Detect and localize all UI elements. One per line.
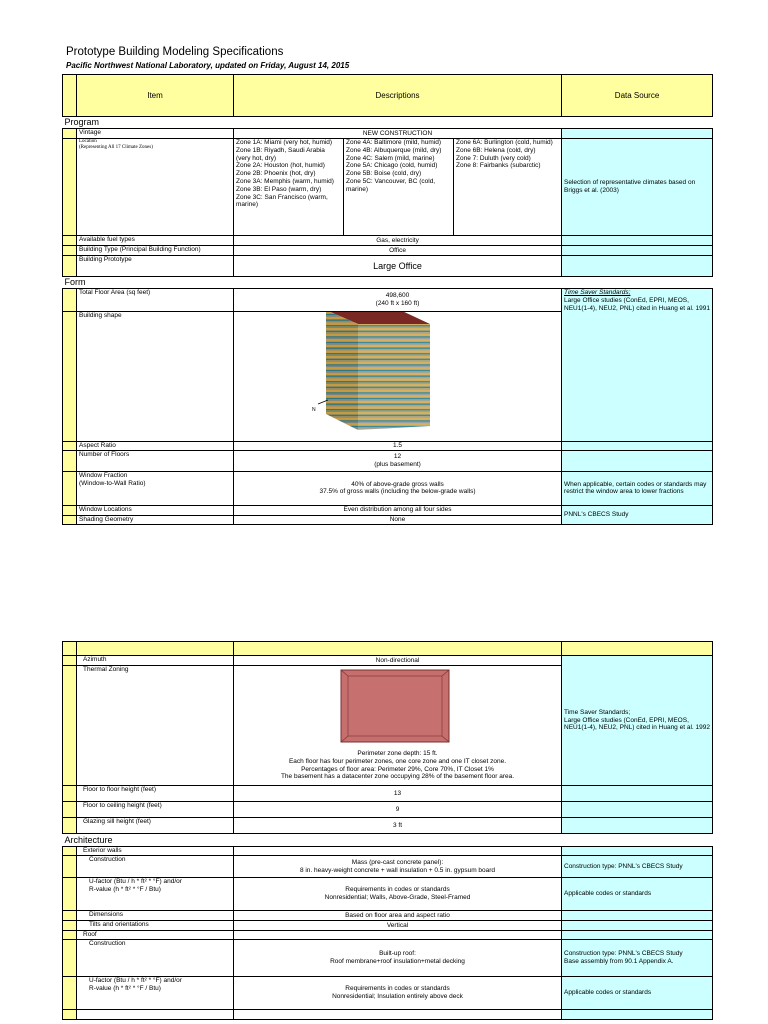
window-locations-label: Window Locations <box>77 505 234 515</box>
building-type-label: Building Type (Principal Building Function) <box>77 246 234 256</box>
sill-label: Glazing sill height (feet) <box>77 818 234 834</box>
dimensions-value: Based on floor area and aspect ratio <box>234 911 562 921</box>
north-label: N <box>312 407 316 413</box>
floor-area-source: Time Saver Standards; Large Office studies (ConEd, EPRI, MEOS, NEU1(1-4), NEU2, PNL) cited in Huang et al. 1991 <box>562 289 713 442</box>
f2c-label: Floor to ceiling height (feet) <box>77 802 234 818</box>
vintage-label: Vintage <box>77 129 234 139</box>
floors-label: Number of Floors <box>77 450 234 471</box>
tilts-value: Vertical <box>234 921 562 931</box>
wall-ufactor-label: U-factor (Btu / h * ft² * °F) and/or R-value (h * ft² * °F / Btu) <box>77 878 234 911</box>
f2f-label: Floor to floor height (feet) <box>77 786 234 802</box>
window-fraction-source: When applicable, certain codes or standards may restrict the window area to lower fractions <box>562 471 713 505</box>
shading-label: Shading Geometry <box>77 515 234 524</box>
exterior-walls-label: Exterior walls <box>77 847 234 856</box>
thermal-zoning-diagram <box>234 666 558 750</box>
window-locations-source: PNNL's CBECS Study <box>562 505 713 524</box>
dimensions-label: Dimensions <box>77 911 234 921</box>
window-fraction-label: Window Fraction (Window-to-Wall Ratio) <box>77 471 234 505</box>
prototype-value: Large Office <box>234 256 562 277</box>
floor-area-label: Total Floor Area (sq feet) <box>77 289 234 312</box>
building-type-value: Office <box>234 246 562 256</box>
window-locations-value: Even distribution among all four sides <box>234 505 562 515</box>
section-form: Form <box>63 277 713 289</box>
thermal-source: Time Saver Standards; Large Office studies (ConEd, EPRI, MEOS, NEU1(1-4), NEU2, PNL) cited in Huang et al. 1992 <box>562 656 713 786</box>
core-zone <box>348 676 442 736</box>
roof-ufactor-label: U-factor (Btu / h * ft² * °F) and/or R-value (h * ft² * °F / Btu) <box>77 977 234 1010</box>
header-row <box>63 75 713 117</box>
wall-ufactor-source: Applicable codes or standards <box>562 878 713 911</box>
building-shape-label: Building shape <box>77 312 234 442</box>
azimuth-label: Azimuth <box>77 656 234 666</box>
aspect-value: 1.5 <box>234 441 562 450</box>
building-shape-image <box>234 312 562 442</box>
header-item: Item <box>77 75 234 117</box>
roof-ufactor-value: Requirements in codes or standards Nonresidential; Insulation entirely above deck <box>234 977 562 1010</box>
wall-construction-label: Construction <box>77 856 234 878</box>
prototype-label: Building Prototype <box>77 256 234 277</box>
wall-construction-source: Construction type: PNNL's CBECS Study <box>562 856 713 878</box>
location-label: Location (Representing All 17 Climate Zones) <box>77 139 234 236</box>
section-program: Program <box>63 117 713 129</box>
section-architecture: Architecture <box>63 834 713 847</box>
window-fraction-value: 40% of above-grade gross walls 37.5% of gross walls (including the below-grade walls) <box>234 471 562 505</box>
tilts-label: Tilts and orientations <box>77 921 234 931</box>
floor-area-value: 498,600 (240 ft x 160 ft) <box>234 289 562 312</box>
spec-table-page1 <box>62 74 713 525</box>
f2c-value: 9 <box>234 802 562 818</box>
thermal-zoning-label: Thermal Zoning <box>77 666 234 786</box>
thermal-zoning-desc: Perimeter zone depth: 15 ft. Each floor has four perimeter zones, one core zone and one IT closet zone. Percentages of floor area: Perimeter 29%, Core 70%, IT Closet 1% The basement has a datacenter zone occupying 28% of the basement floor area. <box>234 666 562 786</box>
floors-value: 12 (plus basement) <box>234 450 562 471</box>
header-data-source: Data Source <box>562 75 713 117</box>
roof-construction-label: Construction <box>77 940 234 977</box>
location-source: Selection of representative climates based on Briggs et al. (2003) <box>562 139 713 236</box>
vintage-value: NEW CONSTRUCTION <box>234 129 562 139</box>
aspect-label: Aspect Ratio <box>77 441 234 450</box>
azimuth-value: Non-directional <box>234 656 562 666</box>
location-zones-col2: Zone 4A: Baltimore (mild, humid) Zone 4B: Albuquerque (mild, dry) Zone 4C: Salem (mild, marine) Zone 5A: Chicago (cold, humid) Zone 5B: Boise (cold, dry) Zone 5C: Vancouver, BC (cold, marine) <box>344 139 454 236</box>
shading-value: None <box>234 515 562 524</box>
roof-construction-value: Built-up roof: Roof membrane+roof insulation+metal decking <box>234 940 562 977</box>
document-subtitle: Pacific Northwest National Laboratory, updated on Friday, August 14, 2015 <box>66 61 350 70</box>
document-title: Prototype Building Modeling Specifications <box>66 46 284 58</box>
wall-construction-value: Mass (pre-cast concrete panel): 8 in. heavy-weight concrete + wall insulation + 0.5 in. gypsum board <box>234 856 562 878</box>
sill-value: 3 ft <box>234 818 562 834</box>
f2f-value: 13 <box>234 786 562 802</box>
building-front-face <box>358 324 430 430</box>
header-row-continued <box>63 642 713 656</box>
building-3d-illustration <box>234 312 562 438</box>
fuel-value: Gas, electricity <box>234 236 562 246</box>
spec-table-page2 <box>62 641 713 1020</box>
header-descriptions: Descriptions <box>234 75 562 117</box>
roof-label: Roof <box>77 931 234 940</box>
wall-ufactor-value: Requirements in codes or standards Nonresidential; Walls, Above-Grade, Steel-Framed <box>234 878 562 911</box>
roof-ufactor-source: Applicable codes or standards <box>562 977 713 1010</box>
fuel-label: Available fuel types <box>77 236 234 246</box>
location-zones-col1: Zone 1A: Miami (very hot, humid) Zone 1B: Riyadh, Saudi Arabia (very hot, dry) Zone 2A: Houston (hot, humid) Zone 2B: Phoenix (hot, dry) Zone 3A: Memphis (warm, humid) Zone 3B: El Paso (warm, dry) Zone 3C: San Francisco (warm, marine) <box>234 139 344 236</box>
location-zones-col3: Zone 6A: Burlington (cold, humid) Zone 6B: Helena (cold, dry) Zone 7: Duluth (very cold) Zone 8: Fairbanks (subarctic) <box>454 139 562 236</box>
building-side-face <box>326 312 358 430</box>
roof-construction-source: Construction type: PNNL's CBECS Study Base assembly from 90.1 Appendix A. <box>562 940 713 977</box>
